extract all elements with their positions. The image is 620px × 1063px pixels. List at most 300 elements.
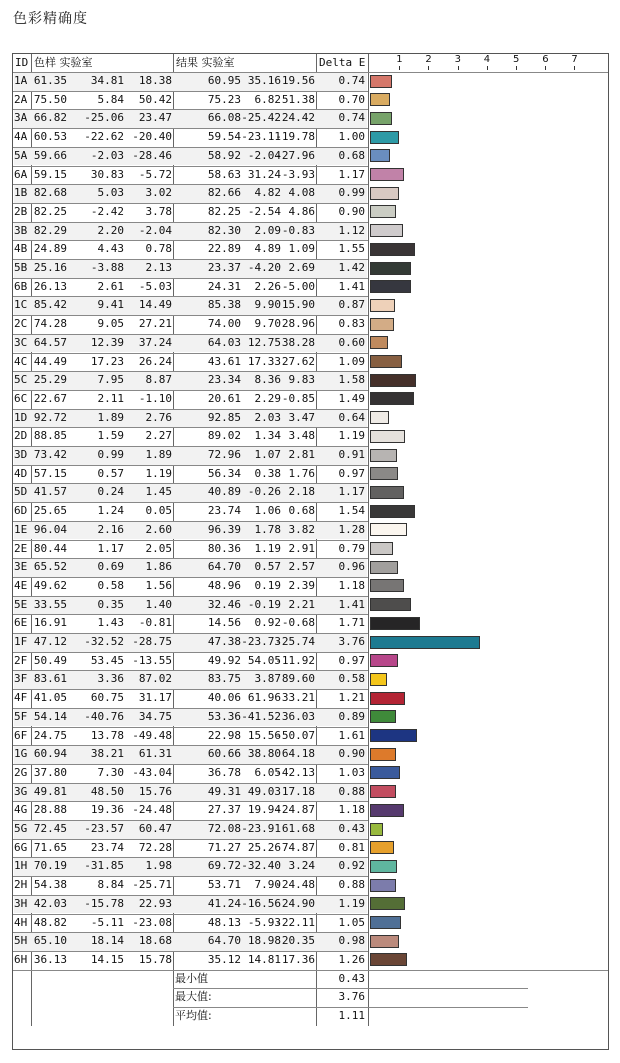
sample-lab-value: -13.55 [132,653,172,667]
sample-lab-value: 33.55 [33,597,67,611]
sample-lab-value: 18.14 [90,934,124,948]
result-lab-value: -11.92 [275,653,315,667]
delta-e-bar [370,449,397,462]
result-lab-value: 59.54 [207,130,241,144]
result-lab-value: 1.07 [254,448,281,461]
result-lab-value: 1.19 [254,541,281,555]
axis-tick-mark [545,66,546,70]
result-lab-value: 61.68 [281,822,315,835]
sample-lab-value: 44.49 [33,354,67,368]
sample-lab-value: 22.93 [138,896,172,910]
sample-lab-value: 2.27 [145,429,172,443]
delta-e-value: 1.61 [338,728,365,742]
sample-lab-value: 8.87 [145,373,172,387]
axis-tick-mark [516,66,517,70]
delta-e-bar [370,430,405,443]
delta-e-value: 1.19 [338,896,365,910]
delta-e-bar [370,617,420,630]
sample-lab-value: -28.46 [132,148,172,162]
delta-e-value: 1.12 [338,223,365,237]
delta-e-value: 0.88 [338,878,365,892]
result-lab-value: -32.40 [241,859,281,873]
delta-e-bar [370,916,401,929]
sample-lab-value: 27.21 [138,317,172,331]
delta-e-value: 0.43 [338,822,365,835]
sample-lab-value: 37.80 [33,765,67,779]
result-lab-value: 82.66 [207,186,241,200]
delta-e-bar [370,860,397,873]
sample-lab-value: -3.88 [90,261,124,274]
result-lab-value: 53.71 [207,878,241,892]
sample-lab-value: 1.98 [145,859,172,873]
result-lab-value: 28.96 [281,317,315,331]
result-lab-value: 60.66 [207,747,241,761]
sample-lab-value: 57.15 [33,466,67,480]
row-id: 5A [14,148,28,162]
delta-e-value: 0.89 [338,709,365,723]
sample-lab-value: 59.66 [33,148,67,162]
result-lab-value: 0.38 [254,466,281,480]
result-lab-value: 38.28 [281,335,315,349]
result-lab-value: 1.06 [254,504,281,518]
sample-lab-value: 49.81 [33,784,67,798]
sample-lab-value: 8.84 [97,878,124,892]
result-lab-value: 2.29 [254,391,281,405]
delta-e-value: 1.18 [338,803,365,817]
sample-lab-value: 83.61 [33,672,67,686]
result-lab-value: 61.96 [247,691,281,705]
delta-e-bar [370,224,403,237]
delta-e-value: 0.98 [338,934,365,948]
result-lab-value: -2.04 [247,148,281,162]
sample-lab-value: 0.57 [97,466,124,480]
sample-lab-value: 1.24 [97,504,124,518]
delta-e-bar [370,318,394,331]
sample-lab-value: 60.94 [33,747,67,761]
delta-e-value: 1.26 [338,952,365,966]
sample-lab-value: 1.86 [145,560,172,574]
delta-e-bar [370,374,416,387]
delta-e-value: 0.68 [338,148,365,162]
result-lab-value: 82.25 [207,204,241,218]
sample-lab-value: 1.17 [97,541,124,555]
delta-e-value: 1.17 [338,167,365,181]
row-id: 4C [14,354,28,368]
result-lab-value: 48.13 [207,915,241,929]
result-lab-value: 64.70 [207,560,241,574]
sample-lab-value: 13.78 [90,728,124,742]
delta-e-bar [370,411,389,424]
result-lab-value: 75.23 [207,92,241,106]
row-id: 1A [14,74,28,87]
row-id: 1F [14,635,28,648]
sample-lab-value: 18.38 [138,74,172,87]
result-lab-value: 0.57 [254,560,281,574]
result-lab-value: -27.96 [275,148,315,162]
result-lab-value: 40.06 [207,691,241,705]
result-lab-value: 71.27 [207,840,241,854]
result-lab-value: 3.48 [288,429,315,443]
sample-lab-value: 0.35 [97,597,124,611]
result-lab-value: 36.78 [207,765,241,779]
sample-lab-value: -31.85 [84,859,124,873]
sample-lab-value: 2.20 [97,223,124,237]
row-id: 3E [14,560,28,574]
sample-lab-value: 1.89 [97,410,124,424]
result-lab-value: 58.92 [207,148,241,162]
summary-value: 1.11 [338,1009,365,1022]
delta-e-value: 3.76 [338,635,365,648]
delta-e-bar [370,953,407,966]
result-lab-value: 17.18 [281,784,315,798]
sample-lab-value: 64.57 [33,335,67,349]
result-lab-value: 74.87 [281,840,315,854]
sample-lab-value: 14.49 [138,298,172,312]
row-id: 4D [14,466,28,480]
result-lab-value: -24.48 [275,878,315,892]
result-lab-value: 7.90 [254,878,281,892]
result-lab-value: 15.90 [281,298,315,312]
row-id: 2G [14,765,28,779]
delta-e-bar [370,486,404,499]
result-lab-value: 4.86 [288,204,315,218]
row-id: 5F [14,709,28,723]
result-lab-value: -42.13 [275,765,315,779]
delta-e-bar [370,262,411,275]
result-lab-value: -5.93 [247,915,281,929]
sample-lab-value: 16.91 [33,616,67,630]
sample-lab-value: 59.15 [33,167,67,181]
result-lab-value: 3.47 [288,410,315,424]
result-lab-value: 3.82 [288,522,315,536]
row-id: 4E [14,578,28,592]
result-lab-value: 35.12 [207,952,241,966]
sample-lab-value: 2.11 [97,391,124,405]
sample-lab-value: 17.23 [90,354,124,368]
result-lab-value: 19.56 [281,74,315,87]
delta-e-value: 1.41 [338,597,365,611]
result-lab-value: 60.95 [207,74,241,87]
sample-lab-value: 3.02 [145,186,172,200]
delta-e-value: 1.71 [338,616,365,630]
sample-lab-value: 0.69 [97,560,124,574]
row-id: 1B [14,186,28,200]
result-lab-value: -41.52 [241,709,281,723]
delta-e-value: 0.74 [338,74,365,87]
delta-e-bar [370,168,404,181]
delta-e-value: 0.97 [338,653,365,667]
sample-lab-value: 2.60 [145,522,172,536]
delta-e-value: 0.83 [338,317,365,331]
sample-lab-value: 2.05 [145,541,172,555]
delta-e-value: 0.90 [338,204,365,218]
result-lab-value: 89.60 [281,672,315,686]
row-id: 5D [14,485,28,499]
row-id: 2A [14,92,28,106]
axis-tick-label: 3 [454,54,461,65]
result-lab-value: 0.68 [288,504,315,518]
row-id: 6A [14,167,28,181]
result-lab-value: 35.16 [247,74,281,87]
sample-lab-value: -24.48 [132,803,172,817]
sample-lab-value: 88.85 [33,429,67,443]
delta-e-value: 0.99 [338,186,365,200]
result-lab-value: -23.91 [241,822,281,835]
sample-lab-value: 1.89 [145,448,172,461]
row-id: 3H [14,896,28,910]
sample-lab-value: 9.41 [97,298,124,312]
sample-lab-value: 50.42 [138,92,172,106]
delta-e-value: 1.21 [338,691,365,705]
delta-e-value: 0.74 [338,111,365,125]
result-lab-value: 49.31 [207,784,241,798]
result-lab-value: -0.26 [247,485,281,499]
color-accuracy-table [12,53,609,1050]
sample-lab-value: 3.36 [97,672,124,686]
sample-lab-value: 60.47 [138,822,172,835]
result-lab-value: -0.83 [281,223,315,237]
sample-lab-value: 4.43 [97,242,124,256]
row-id: 2E [14,541,28,555]
sample-lab-value: 1.59 [97,429,124,443]
axis-tick-label: 5 [513,54,520,65]
row-id: 1D [14,410,28,424]
result-lab-value: 32.46 [207,597,241,611]
sample-lab-value: -49.48 [132,728,172,742]
result-lab-value: 47.38 [207,635,241,648]
sample-lab-value: 0.99 [97,448,124,461]
column-divider [368,54,369,1026]
delta-e-bar [370,112,392,125]
delta-e-value: 1.28 [338,522,365,536]
sample-lab-value: -23.57 [84,822,124,835]
result-lab-value: 64.18 [281,747,315,761]
row-id: 6D [14,504,28,518]
result-lab-value: 9.70 [254,317,281,331]
delta-e-value: 1.54 [338,504,365,518]
row-id: 4A [14,130,28,144]
sample-lab-value: 38.21 [90,747,124,761]
sample-lab-value: 54.14 [33,709,67,723]
sample-lab-value: 82.68 [33,186,67,200]
delta-e-bar [370,729,417,742]
sample-lab-value: 54.38 [33,878,67,892]
sample-lab-value: -20.40 [132,130,172,144]
result-lab-value: 0.92 [254,616,281,630]
sample-lab-value: 48.82 [33,915,67,929]
sample-lab-value: -25.71 [132,878,172,892]
row-id: 1G [14,747,28,761]
delta-e-bar [370,243,415,256]
result-lab-value: 33.21 [281,691,315,705]
axis-tick-mark [399,66,400,70]
row-id: 6G [14,840,28,854]
result-lab-value: 3.24 [288,859,315,873]
result-lab-value: -25.74 [275,635,315,648]
row-id: 6H [14,952,28,966]
result-lab-value: 64.03 [207,335,241,349]
summary-value: 0.43 [338,971,365,985]
delta-e-value: 0.79 [338,541,365,555]
result-lab-value: 17.33 [247,354,281,368]
delta-e-bar [370,879,396,892]
result-lab-value: 82.30 [207,223,241,237]
result-lab-value: 2.09 [254,223,281,237]
sample-lab-value: 82.29 [33,223,67,237]
result-lab-value: 6.05 [254,765,281,779]
result-lab-value: 27.62 [281,354,315,368]
row-id: 3D [14,448,28,461]
row-id: 5E [14,597,28,611]
result-lab-value: 22.98 [207,728,241,742]
sample-lab-value: 34.75 [138,709,172,723]
result-lab-value: 6.82 [254,92,281,106]
sample-lab-value: 2.76 [145,410,172,424]
result-lab-value: 2.91 [288,541,315,555]
sample-lab-value: -5.11 [90,915,124,929]
sample-lab-value: 24.89 [33,242,67,256]
result-lab-value: 1.09 [288,242,315,256]
result-lab-value: 31.24 [247,167,281,181]
row-id: 6C [14,391,28,405]
sample-lab-value: -1.10 [138,391,172,405]
sample-lab-value: 34.81 [90,74,124,87]
result-lab-value: 17.36 [281,952,315,966]
delta-e-bar [370,823,383,836]
result-lab-value: 24.42 [281,111,315,125]
result-lab-value: 83.75 [207,672,241,686]
sample-lab-value: 25.29 [33,373,67,387]
sample-lab-value: 12.39 [90,335,124,349]
sample-lab-value: 15.78 [138,952,172,966]
result-lab-value: 74.00 [207,317,241,331]
delta-e-value: 1.00 [338,130,365,144]
sample-lab-value: 41.57 [33,485,67,499]
sample-lab-value: -28.75 [132,635,172,648]
delta-e-bar [370,654,398,667]
sample-lab-value: 66.82 [33,111,67,125]
result-lab-value: -25.42 [241,111,281,125]
sample-lab-value: 25.65 [33,504,67,518]
delta-e-bar [370,355,402,368]
delta-e-value: 1.58 [338,373,365,387]
result-lab-value: 20.61 [207,391,241,405]
result-lab-value: 48.96 [207,578,241,592]
delta-e-bar [370,710,396,723]
row-id: 5B [14,261,28,274]
header-delta-e: Delta E [319,56,366,69]
delta-e-bar [370,392,414,405]
result-lab-value: 14.56 [207,616,241,630]
result-lab-value: 38.80 [247,747,281,761]
result-lab-value: 41.24 [207,896,241,910]
sample-lab-value: 7.30 [97,765,124,779]
sample-lab-value: -0.81 [138,616,172,630]
summary-label: 最小值 [175,971,208,985]
sample-lab-value: 85.42 [33,298,67,312]
axis-tick-label: 7 [571,54,578,65]
result-lab-value: 54.05 [247,653,281,667]
result-lab-value: -22.11 [275,915,315,929]
row-id: 2H [14,878,28,892]
sample-lab-value: 74.28 [33,317,67,331]
delta-e-value: 1.19 [338,429,365,443]
result-lab-value: 0.19 [254,578,281,592]
result-lab-value: 2.18 [288,485,315,499]
delta-e-value: 1.49 [338,391,365,405]
row-id: 3G [14,784,28,798]
result-lab-value: 23.37 [207,261,241,274]
result-lab-value: 3.87 [254,672,281,686]
sample-lab-value: 65.10 [33,934,67,948]
delta-e-value: 1.05 [338,915,365,929]
axis-tick-label: 6 [542,54,549,65]
sample-lab-value: 42.03 [33,896,67,910]
result-lab-value: 89.02 [207,429,241,443]
delta-e-bar [370,187,399,200]
result-lab-value: -19.78 [275,130,315,144]
result-lab-value: -23.11 [241,130,281,144]
delta-e-bar [370,598,411,611]
result-lab-value: 1.78 [254,522,281,536]
header-result-lab: 结果 实验室 [176,56,235,69]
delta-e-value: 0.88 [338,784,365,798]
sample-lab-value: 0.24 [97,485,124,499]
axis-tick-label: 4 [483,54,491,65]
result-lab-value: 15.56 [247,728,281,742]
sample-lab-value: 2.61 [97,279,124,293]
sample-lab-value: 28.88 [33,803,67,817]
row-id: 2B [14,204,28,218]
delta-e-value: 0.64 [338,410,365,424]
result-lab-value: -16.56 [241,896,281,910]
result-lab-value: 49.03 [247,784,281,798]
result-lab-value: 4.82 [254,186,281,200]
sample-lab-value: 14.15 [90,952,124,966]
result-lab-value: 36.03 [281,709,315,723]
delta-e-value: 1.03 [338,765,365,779]
delta-e-value: 1.17 [338,485,365,499]
sample-lab-value: -5.03 [138,279,172,293]
row-id: 1H [14,859,28,873]
sample-lab-value: 15.76 [138,784,172,798]
delta-e-value: 1.09 [338,354,365,368]
header-id: ID [15,56,29,69]
result-lab-value: 12.75 [247,335,281,349]
row-id: 4B [14,242,28,256]
delta-e-bar [370,149,390,162]
result-lab-value: 49.92 [207,653,241,667]
delta-e-bar [370,505,415,518]
sample-lab-value: 87.02 [138,672,172,686]
result-lab-value: 2.69 [288,261,315,274]
sample-lab-value: -25.06 [84,111,124,125]
page-title: 色彩精确度 [13,11,88,27]
delta-e-bar [370,935,399,948]
delta-e-bar [370,336,388,349]
result-lab-value: 27.37 [207,803,241,817]
sample-lab-value: 70.19 [33,859,67,873]
delta-e-value: 0.96 [338,560,365,574]
row-id: 5G [14,822,28,835]
result-lab-value: 19.94 [247,803,281,817]
row-id: 4F [14,691,28,705]
sample-lab-value: 73.42 [33,448,67,461]
row-id: 1E [14,522,28,536]
summary-value: 3.76 [338,990,365,1004]
axis-tick-mark [458,66,459,70]
sample-lab-value: -2.04 [138,223,172,237]
